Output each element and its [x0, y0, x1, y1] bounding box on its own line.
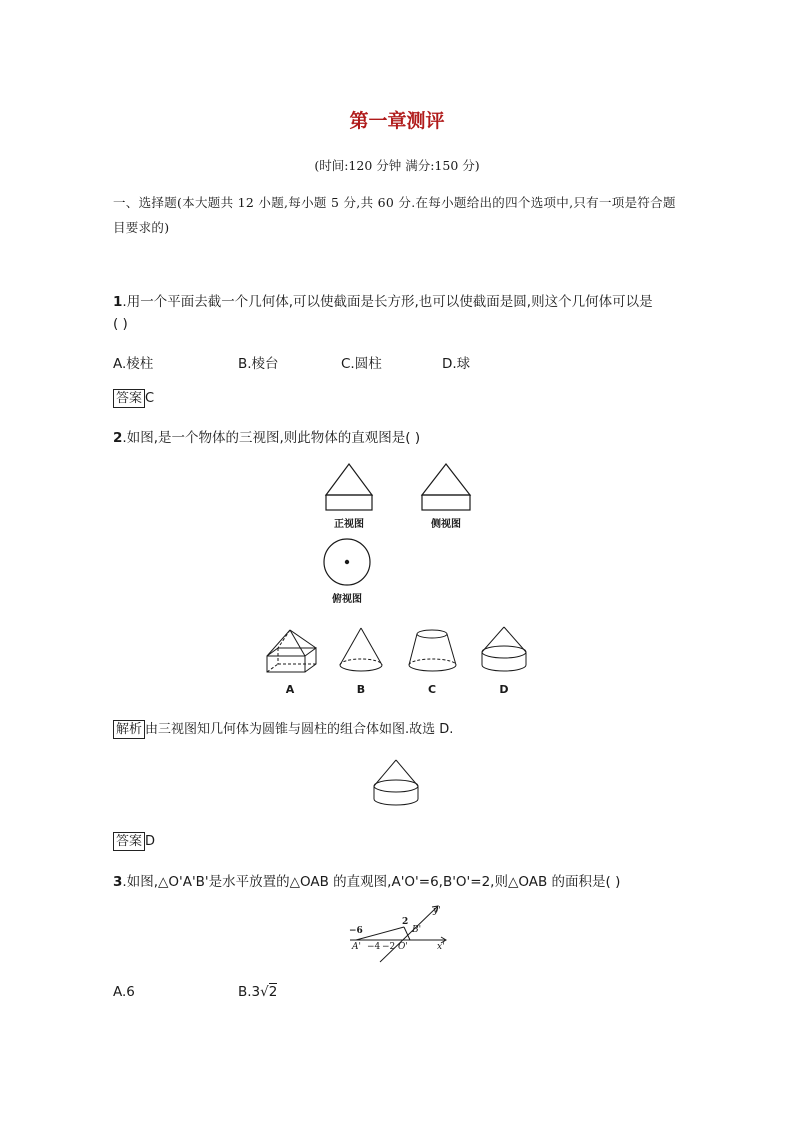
analysis-shape: [374, 760, 418, 805]
oblique-axes-figure: [350, 906, 446, 962]
label-o-prime: O': [398, 942, 408, 952]
side-view-label: 侧视图: [431, 519, 461, 530]
top-view-shape: [324, 539, 370, 585]
exam-info: (时间:120 分钟 满分:150 分): [314, 158, 480, 173]
option-c[interactable]: C.圆柱: [341, 356, 382, 372]
option-a[interactable]: A.6: [113, 984, 135, 1000]
section-heading: 一、选择题(本大题共 12 小题,每小题 5 分,共 60 分.在每小题给出的四个选项中,只有一项是符合题目要求的): [113, 195, 676, 235]
page-title: 第一章测评: [349, 110, 445, 132]
sqrt-symbol: √: [260, 984, 269, 1000]
choice-c-shape: [409, 630, 456, 671]
analysis-tag: 解析: [113, 720, 145, 739]
answer-tag: 答案: [113, 832, 145, 851]
choice-b-label[interactable]: B: [356, 683, 366, 696]
label-x-axis: x': [437, 942, 445, 952]
side-view-shape: [422, 464, 470, 510]
option-d[interactable]: D.球: [442, 356, 471, 372]
answer-value: C: [145, 391, 155, 406]
answer-paren: ( ): [113, 316, 128, 332]
top-view-label: 俯视图: [332, 594, 362, 605]
question-3: [113, 870, 683, 890]
analysis-text: 由三视图知几何体为圆锥与圆柱的组合体如图.故选 D.: [145, 722, 454, 737]
choice-c-label[interactable]: C: [427, 683, 437, 696]
choice-a-label[interactable]: A: [285, 683, 295, 696]
question-number: 2: [113, 430, 123, 446]
question-text: .如图,是一个物体的三视图,则此物体的直观图是( ): [122, 430, 421, 446]
question-number: 1: [113, 294, 123, 310]
choice-d-shape: [482, 627, 526, 671]
label-y-axis: y': [433, 906, 441, 916]
label-neg2: −2: [382, 942, 396, 952]
choice-a-shape: [267, 630, 316, 672]
sqrt-radicand: 2: [268, 984, 278, 1000]
question-number: 3: [113, 874, 123, 890]
question-text: .如图,△O'A'B'是水平放置的△OAB 的直观图,A'O'=6,B'O'=2,则△OAB 的面积是( ): [122, 874, 621, 890]
question-text: .用一个平面去截一个几何体,可以使截面是长方形,也可以使截面是圆,则这个几何体可以是: [122, 294, 653, 310]
label-b-prime: B': [412, 925, 422, 935]
choice-b-shape: [340, 628, 382, 671]
answer-tag: 答案: [113, 389, 145, 408]
answer-line-2: [113, 830, 155, 851]
option-b-text: B.3: [238, 984, 261, 1000]
label-a-prime: A': [352, 942, 361, 952]
choice-d-label[interactable]: D: [499, 683, 509, 696]
option-b[interactable]: B.棱台: [238, 356, 279, 372]
analysis-line: [113, 718, 683, 739]
option-b[interactable]: [238, 984, 277, 1000]
front-view-label: 正视图: [334, 519, 364, 530]
label-neg6: −6: [349, 926, 363, 936]
option-a[interactable]: A.棱柱: [113, 356, 154, 372]
label-2: 2: [402, 917, 409, 927]
answer-value: D: [145, 834, 156, 849]
label-neg4: −4: [367, 942, 381, 952]
front-view-shape: [326, 464, 372, 510]
